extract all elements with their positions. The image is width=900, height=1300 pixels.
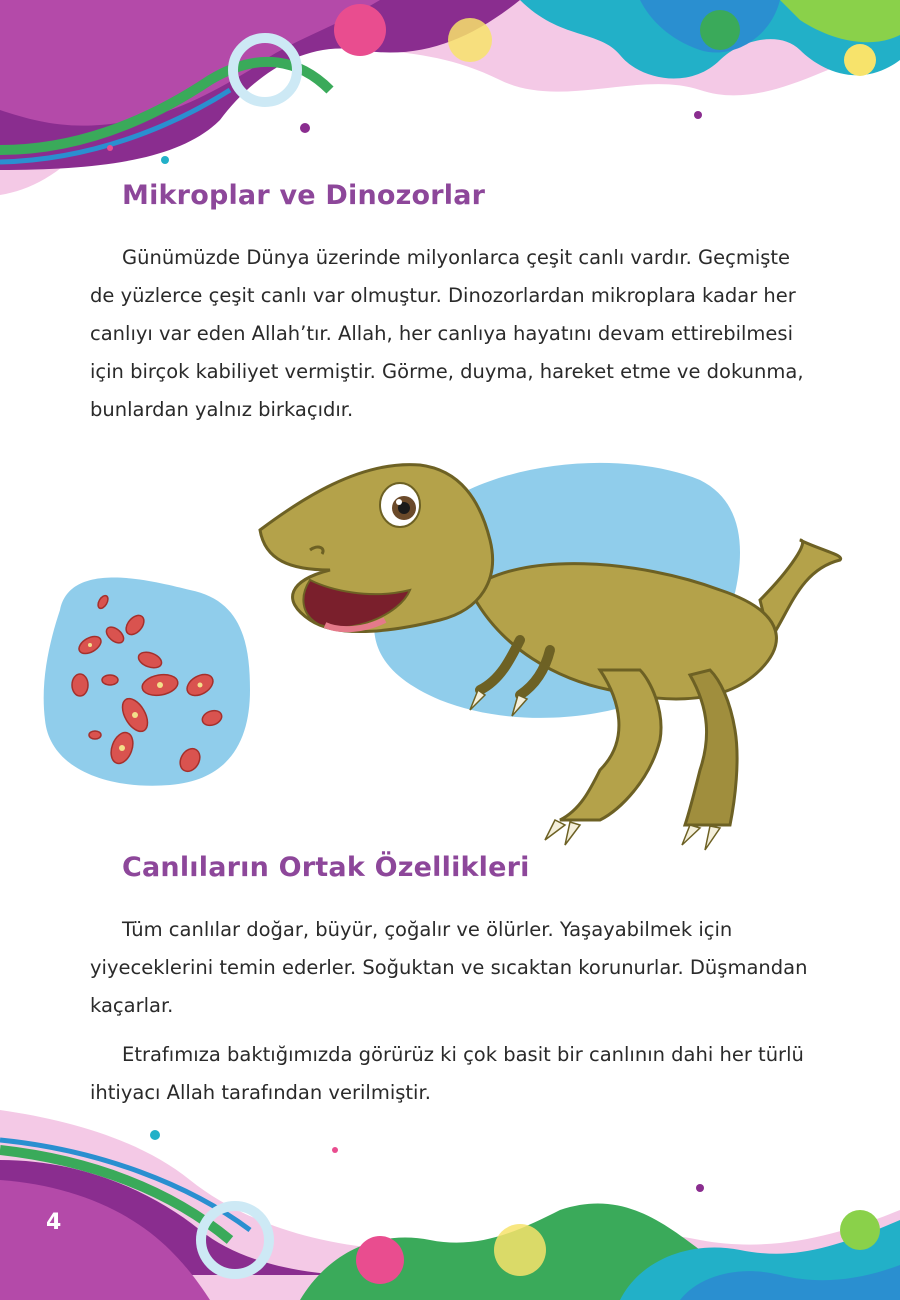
illustration	[0, 440, 900, 870]
section-heading-mikroplar-ve-dinozorlar: Mikroplar ve Dinozorlar	[122, 180, 486, 211]
bottom-decorative-border	[0, 1100, 900, 1300]
t-rex-illustration	[260, 463, 841, 850]
section-heading-canlilarin-ortak-ozellikleri: Canlıların Ortak Özellikleri	[122, 852, 530, 883]
microbes-illustration	[44, 578, 250, 786]
top-decorative-border	[0, 0, 900, 200]
paragraph: Tüm canlılar doğar, büyür, çoğalır ve ölürler. Yaşayabilmek için yiyeceklerini temin ederler. Soğuktan ve sıcaktan korunurlar. Düşmandan kaçarlar.	[90, 918, 808, 1017]
paragraph: Etrafımıza baktığımızda görürüz ki çok basit bir canlının dahi her türlü ihtiyacı Allah tarafından verilmiştir.	[90, 1043, 804, 1104]
paragraph: Günümüzde Dünya üzerinde milyonlarca çeşit canlı vardır. Geçmişte de yüzlerce çeşit canlı var olmuştur. Dinozorlardan mikroplara kadar her canlıyı var eden Allah’tır. Allah, her canlıya hayatını devam ettirebilmesi için birçok kabiliyet vermiştir. Görme, duyma, hareket etme ve dokunma, bunlardan yalnız birkaçıdır.	[90, 246, 804, 421]
page-number: 4	[46, 1210, 62, 1235]
